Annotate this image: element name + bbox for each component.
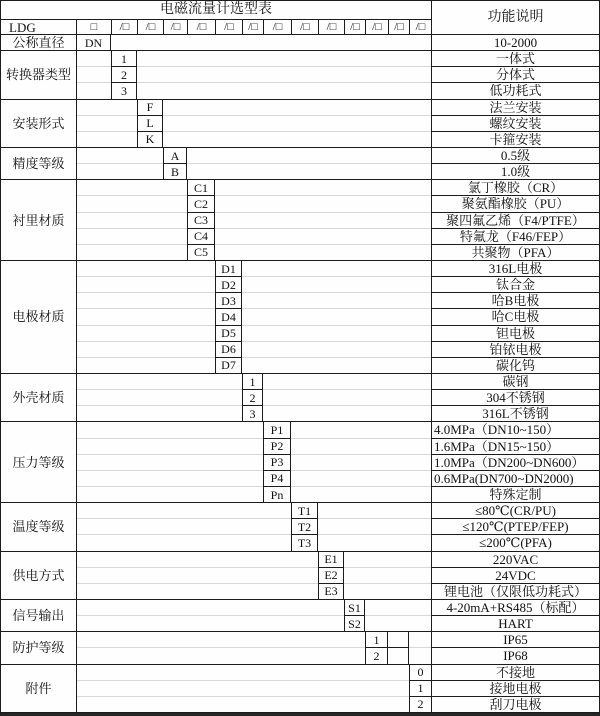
option-code-cell: D2 — [215, 277, 242, 293]
function-description-header: 功能说明 — [431, 1, 599, 35]
blank-cell — [77, 648, 365, 664]
model-code-slot: /□ — [291, 20, 318, 35]
option-description-cell: 法兰安装 — [431, 100, 599, 116]
blank-cell — [163, 116, 431, 132]
option-code-cell: D5 — [215, 326, 242, 342]
model-code-slot: /□ — [137, 20, 163, 35]
model-code-slot: /□ — [388, 20, 409, 35]
option-description-cell: 316L不锈钢 — [431, 406, 599, 422]
blank-cell — [77, 600, 344, 616]
model-code-slot: /□ — [163, 20, 187, 35]
blank-cell — [242, 326, 431, 342]
option-code-cell: Pn — [263, 487, 291, 503]
option-description-cell: 卡箍安装 — [431, 132, 599, 148]
blank-cell — [77, 487, 263, 503]
option-code-cell: 2 — [242, 390, 263, 406]
blank-cell — [77, 116, 137, 132]
option-description-cell: 哈B电极 — [431, 293, 599, 309]
option-description-cell: 螺纹安装 — [431, 116, 599, 132]
blank-cell — [215, 180, 431, 196]
model-code-slot: /□ — [263, 20, 291, 35]
blank-cell — [77, 374, 242, 390]
option-description-cell: 特殊定制 — [431, 487, 599, 503]
model-code-slot: /□ — [242, 20, 263, 35]
option-code-cell: C3 — [187, 213, 215, 229]
blank-cell — [77, 406, 242, 422]
option-code-cell: 1 — [111, 51, 137, 67]
table-title: 电磁流量计选型表 — [1, 1, 431, 20]
option-description-cell: 4.0MPa（DN10~150） — [431, 422, 599, 438]
blank-cell — [77, 245, 187, 261]
option-code-cell: D1 — [215, 261, 242, 277]
blank-cell — [77, 180, 187, 196]
option-code-cell: T2 — [291, 519, 318, 535]
blank-cell — [77, 455, 263, 471]
blank-cell — [365, 600, 431, 616]
model-code-slot: /□ — [344, 20, 365, 35]
blank-cell — [77, 67, 111, 83]
blank-cell — [77, 164, 163, 180]
model-code-slot: /□ — [409, 20, 431, 35]
blank-cell — [291, 471, 431, 487]
group-label-electrode-material: 电极材质 — [1, 261, 77, 374]
blank-cell — [318, 535, 431, 551]
blank-code-box — [388, 648, 409, 664]
option-code-cell: K — [137, 132, 163, 148]
blank-cell — [242, 293, 431, 309]
blank-cell — [77, 132, 137, 148]
option-code-cell: 2 — [365, 648, 388, 664]
blank-cell — [137, 51, 431, 67]
group-label-nominal-diameter: 公称直径 — [1, 35, 77, 51]
option-code-cell: C5 — [187, 245, 215, 261]
option-code-cell: C1 — [187, 180, 215, 196]
option-code-cell: P2 — [263, 439, 291, 455]
option-description-cell: 低功耗式 — [431, 83, 599, 99]
option-description-cell: HART — [431, 616, 599, 632]
option-code-cell: DN — [77, 35, 111, 51]
blank-cell — [291, 439, 431, 455]
blank-cell — [215, 196, 431, 212]
blank-cell — [77, 261, 215, 277]
group-label-housing-material: 外壳材质 — [1, 374, 77, 422]
option-description-cell: 1.0MPa（DN200~DN600） — [431, 455, 599, 471]
blank-cell — [242, 309, 431, 325]
model-code-slot: /□ — [187, 20, 215, 35]
option-description-cell: 分体式 — [431, 67, 599, 83]
model-prefix-cell: LDG — [1, 20, 77, 35]
option-code-cell: C2 — [187, 196, 215, 212]
option-code-cell: S1 — [344, 600, 365, 616]
blank-cell — [242, 342, 431, 358]
option-description-cell: 氯丁橡胶（CR） — [431, 180, 599, 196]
blank-cell — [365, 616, 431, 632]
blank-cell — [77, 148, 163, 164]
blank-cell — [137, 67, 431, 83]
blank-cell — [409, 648, 431, 664]
option-description-cell: 0.5级 — [431, 148, 599, 164]
blank-cell — [409, 632, 431, 648]
option-description-cell: 24VDC — [431, 568, 599, 584]
option-code-cell: 2 — [111, 67, 137, 83]
blank-cell — [242, 261, 431, 277]
blank-cell — [77, 616, 344, 632]
option-description-cell: 聚氨酯橡胶（PU） — [431, 196, 599, 212]
blank-cell — [77, 213, 187, 229]
blank-cell — [215, 245, 431, 261]
model-code-slot: /□ — [318, 20, 344, 35]
blank-cell — [77, 681, 409, 697]
group-label-power-supply: 供电方式 — [1, 552, 77, 600]
option-description-cell: 共聚物（PFA） — [431, 245, 599, 261]
option-code-cell: 3 — [111, 83, 137, 99]
model-base-box: □ — [77, 20, 111, 35]
option-description-cell: IP65 — [431, 632, 599, 648]
group-label-accessories: 附件 — [1, 665, 77, 713]
option-code-cell: S2 — [344, 616, 365, 632]
option-code-cell: D6 — [215, 342, 242, 358]
option-description-cell: 钛合金 — [431, 277, 599, 293]
blank-cell — [291, 422, 431, 438]
option-description-cell: 锂电池（仅限低功耗式） — [431, 584, 599, 600]
option-description-cell: IP68 — [431, 648, 599, 664]
option-code-cell: P3 — [263, 455, 291, 471]
option-description-cell: 聚四氟乙烯（F4/PTFE） — [431, 213, 599, 229]
option-code-cell: C4 — [187, 229, 215, 245]
group-label-accuracy-class: 精度等级 — [1, 148, 77, 180]
blank-cell — [77, 309, 215, 325]
blank-cell — [77, 471, 263, 487]
blank-cell — [344, 584, 431, 600]
blank-cell — [77, 632, 365, 648]
option-code-cell: P4 — [263, 471, 291, 487]
blank-cell — [77, 422, 263, 438]
group-label-lining-material: 衬里材质 — [1, 180, 77, 261]
option-code-cell: T3 — [291, 535, 318, 551]
group-label-temperature-rating: 温度等级 — [1, 503, 77, 551]
option-description-cell: 304不锈钢 — [431, 390, 599, 406]
option-code-cell: L — [137, 116, 163, 132]
blank-cell — [111, 35, 431, 51]
option-code-cell: D3 — [215, 293, 242, 309]
option-description-cell: 一体式 — [431, 51, 599, 67]
blank-cell — [263, 406, 431, 422]
option-description-cell: 0.6MPa(DN700~DN2000) — [431, 471, 599, 487]
blank-cell — [242, 358, 431, 374]
option-code-cell: P1 — [263, 422, 291, 438]
group-label-converter-type: 转换器类型 — [1, 51, 77, 99]
blank-cell — [77, 83, 111, 99]
blank-cell — [77, 439, 263, 455]
option-description-cell: ≤80℃(CR/PU) — [431, 503, 599, 519]
group-label-installation-type: 安装形式 — [1, 100, 77, 148]
blank-cell — [77, 293, 215, 309]
blank-cell — [77, 390, 242, 406]
blank-cell — [242, 277, 431, 293]
option-code-cell: 1 — [409, 681, 431, 697]
blank-cell — [77, 552, 318, 568]
blank-cell — [77, 568, 318, 584]
blank-cell — [77, 326, 215, 342]
option-code-cell: E1 — [318, 552, 344, 568]
blank-cell — [344, 568, 431, 584]
option-code-cell: D4 — [215, 309, 242, 325]
option-description-cell: 316L电极 — [431, 261, 599, 277]
blank-cell — [187, 148, 431, 164]
blank-cell — [163, 132, 431, 148]
option-description-cell: 哈C电极 — [431, 309, 599, 325]
option-description-cell: 1.6MPa（DN15~150） — [431, 439, 599, 455]
blank-cell — [215, 229, 431, 245]
blank-cell — [77, 697, 409, 713]
group-label-pressure-rating: 压力等级 — [1, 422, 77, 503]
blank-cell — [291, 455, 431, 471]
blank-cell — [77, 503, 291, 519]
group-label-signal-output: 信号输出 — [1, 600, 77, 632]
option-description-cell: 刮刀电极 — [431, 697, 599, 713]
option-description-cell: 不接地 — [431, 665, 599, 681]
option-description-cell: ≤120℃(PTEP/FEP) — [431, 519, 599, 535]
blank-cell — [77, 358, 215, 374]
option-code-cell: D7 — [215, 358, 242, 374]
blank-cell — [77, 519, 291, 535]
option-description-cell: 特氟龙（F46/FEP） — [431, 229, 599, 245]
option-code-cell: 0 — [409, 665, 431, 681]
blank-cell — [77, 665, 409, 681]
option-code-cell: A — [163, 148, 187, 164]
option-description-cell: 4-20mA+RS485（标配） — [431, 600, 599, 616]
blank-cell — [291, 487, 431, 503]
option-code-cell: 3 — [242, 406, 263, 422]
option-description-cell: 接地电极 — [431, 681, 599, 697]
option-description-cell: 1.0级 — [431, 164, 599, 180]
blank-code-box — [388, 632, 409, 648]
option-code-cell: B — [163, 164, 187, 180]
option-code-cell: 2 — [409, 697, 431, 713]
blank-cell — [77, 229, 187, 245]
blank-cell — [77, 584, 318, 600]
blank-cell — [77, 100, 137, 116]
option-description-cell: ≤200℃(PFA) — [431, 535, 599, 551]
blank-cell — [187, 164, 431, 180]
blank-cell — [344, 552, 431, 568]
blank-cell — [318, 519, 431, 535]
blank-cell — [77, 535, 291, 551]
option-description-cell: 钽电极 — [431, 326, 599, 342]
blank-cell — [77, 51, 111, 67]
model-code-slot: /□ — [215, 20, 242, 35]
option-description-cell: 220VAC — [431, 552, 599, 568]
blank-cell — [318, 503, 431, 519]
option-code-cell: F — [137, 100, 163, 116]
option-code-cell: E3 — [318, 584, 344, 600]
option-description-cell: 10-2000 — [431, 35, 599, 51]
model-code-slot: /□ — [365, 20, 388, 35]
blank-cell — [77, 196, 187, 212]
blank-cell — [263, 390, 431, 406]
blank-cell — [263, 374, 431, 390]
option-description-cell: 碳钢 — [431, 374, 599, 390]
blank-cell — [77, 277, 215, 293]
blank-cell — [137, 83, 431, 99]
option-code-cell: E2 — [318, 568, 344, 584]
blank-cell — [163, 100, 431, 116]
model-code-slot: /□ — [111, 20, 137, 35]
option-description-cell: 碳化钨 — [431, 358, 599, 374]
blank-cell — [215, 213, 431, 229]
option-code-cell: 1 — [242, 374, 263, 390]
option-code-cell: 1 — [365, 632, 388, 648]
blank-cell — [77, 342, 215, 358]
option-code-cell: T1 — [291, 503, 318, 519]
group-label-protection-class: 防护等级 — [1, 632, 77, 664]
option-description-cell: 铂铱电极 — [431, 342, 599, 358]
